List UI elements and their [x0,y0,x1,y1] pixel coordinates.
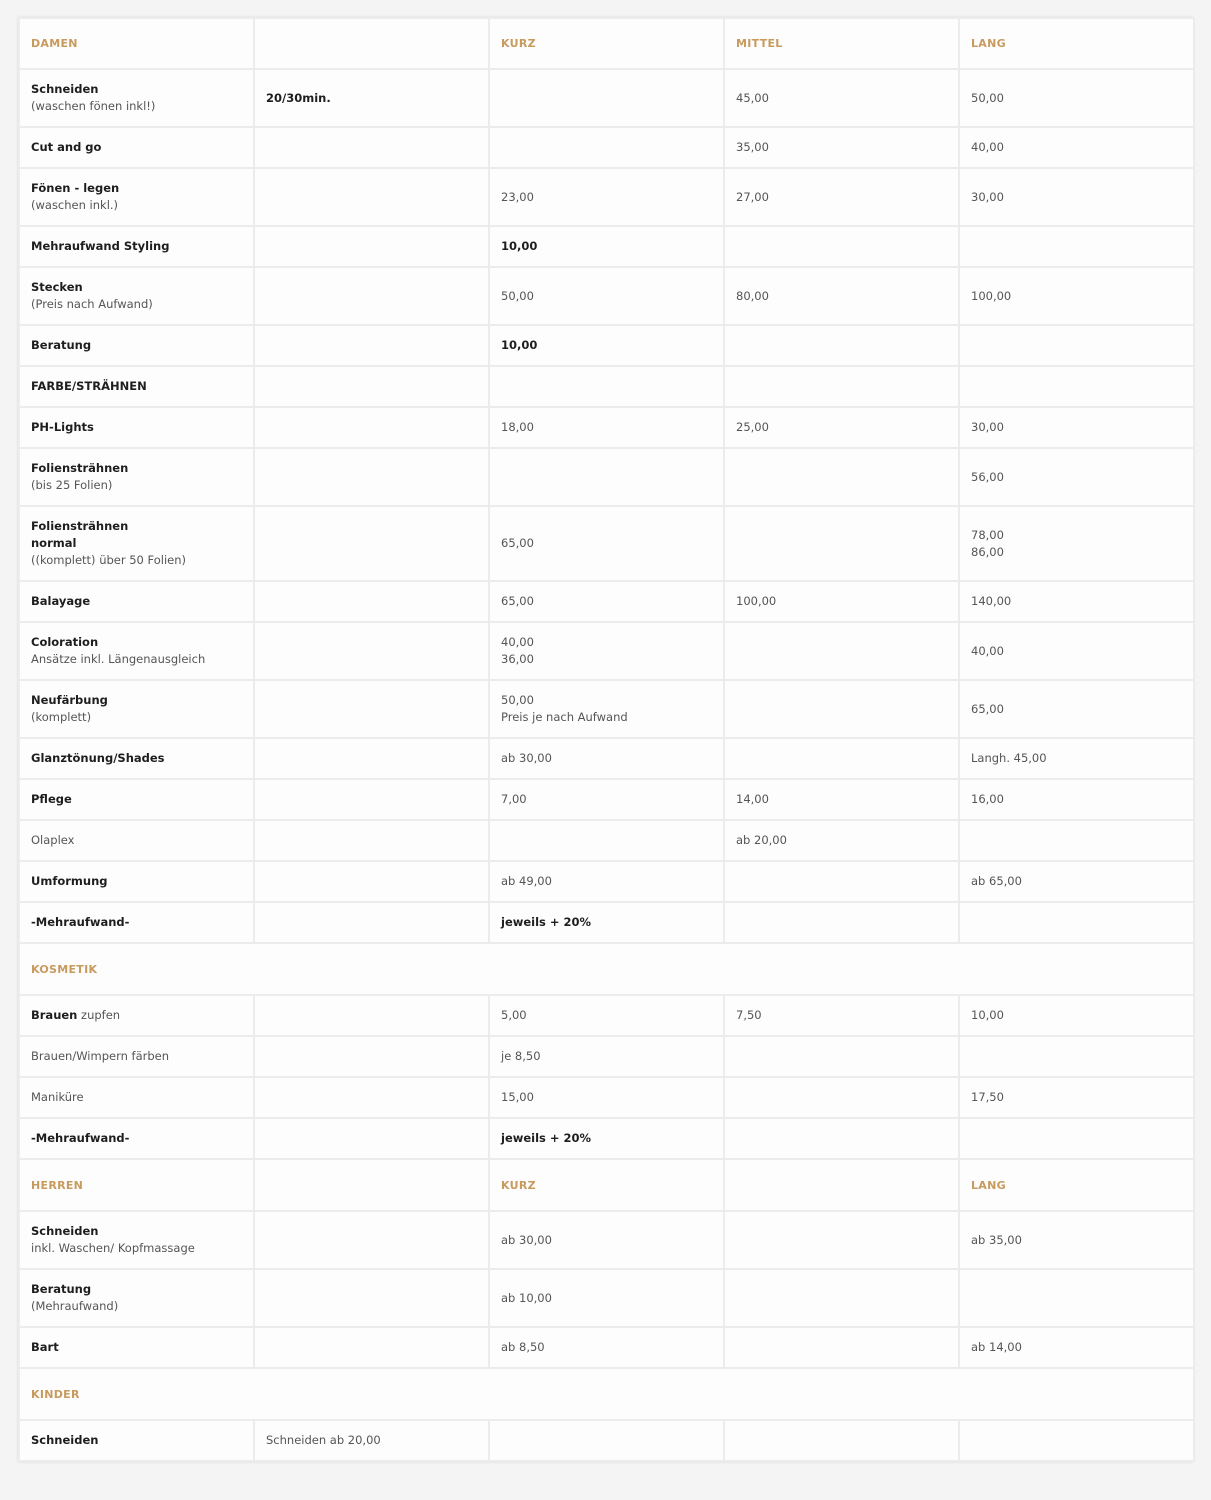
price-mittel [724,680,959,738]
price-lang: 56,00 [959,448,1194,506]
price-lang: 140,00 [959,581,1194,622]
price-kurz-cell [489,680,724,738]
price-lang [959,226,1194,267]
price-lang: 50,00 [959,69,1194,127]
service-name-cell [19,622,254,680]
empty-cell [254,407,489,448]
price-mittel: 7,50 [724,995,959,1036]
price-table [18,17,1195,1462]
price-lang: 10,00 [959,995,1194,1036]
empty-cell [254,1269,489,1327]
price-mittel [724,1327,959,1368]
column-header-kurz: KURZ [489,18,724,69]
empty-cell [254,226,489,267]
price-lang: 65,00 [959,680,1194,738]
price-kurz: 23,00 [489,168,724,226]
price-mittel [724,1211,959,1269]
price-lang: 40,00 [959,622,1194,680]
price-lang [959,820,1194,861]
price-lang: ab 65,00 [959,861,1194,902]
price-kurz: 50,00 [489,267,724,325]
empty-cell [254,680,489,738]
section-title-damen: DAMEN [19,18,254,69]
column-header-kurz: KURZ [489,1159,724,1211]
table-row [19,1118,1194,1159]
table-row [19,127,1194,168]
price-lang: ab 35,00 [959,1211,1194,1269]
price-mittel: 14,00 [724,779,959,820]
empty-cell [254,581,489,622]
price-kurz: ab 30,00 [489,738,724,779]
price-mittel: 45,00 [724,69,959,127]
service-name: Neufärbung [31,693,108,707]
price-lang [959,902,1194,943]
table-row [19,69,1194,127]
table-row [19,861,1194,902]
empty-cell [254,1118,489,1159]
price-mittel [724,1118,959,1159]
price-mittel [724,1269,959,1327]
service-note: (bis 25 Folien) [31,478,113,492]
empty-cell [724,1159,959,1211]
column-header-lang: LANG [959,1159,1194,1211]
price-mittel: ab 20,00 [724,820,959,861]
empty-cell [254,168,489,226]
table-row [19,366,1194,407]
price-kurz: 18,00 [489,407,724,448]
table-row [19,1036,1194,1077]
table-row [19,622,1194,680]
price-lang [959,1036,1194,1077]
price-mittel [724,738,959,779]
table-row [19,779,1194,820]
empty-cell [254,1211,489,1269]
service-note: (waschen fönen inkl!) [31,99,156,113]
empty-cell [724,1420,959,1461]
table-row [19,1269,1194,1327]
service-name: Glanztönung/Shades [19,738,254,779]
service-name: Beratung [19,325,254,366]
price-list-container [18,17,1193,1462]
service-name: Olaplex [19,820,254,861]
service-name-line2: normal [31,536,77,550]
price-kurz: je 8,50 [489,1036,724,1077]
service-note: ((komplett) über 50 Folien) [31,553,187,567]
service-name: -Mehraufwand- [19,902,254,943]
empty-cell [254,366,489,407]
service-name: Foliensträhnen [31,519,129,533]
empty-cell [489,366,724,407]
service-name-rest: zupfen [77,1008,121,1022]
service-name-cell [19,448,254,506]
empty-cell [254,1159,489,1211]
table-row [19,995,1194,1036]
price-kurz: 5,00 [489,995,724,1036]
empty-cell [254,1327,489,1368]
duration-cell: 20/30min. [254,69,489,127]
section-title-kinder: KINDER [19,1368,1194,1420]
price-mittel: 80,00 [724,267,959,325]
table-row [19,1327,1194,1368]
empty-cell [254,861,489,902]
empty-cell [489,1420,724,1461]
price-mittel: 27,00 [724,168,959,226]
service-note: inkl. Waschen/ Kopfmassage [31,1241,195,1255]
table-row [19,581,1194,622]
herren-header-row [19,1159,1194,1211]
service-name: Stecken [31,280,83,294]
empty-cell [254,820,489,861]
price-mittel: 35,00 [724,127,959,168]
table-row [19,267,1194,325]
service-name: Cut and go [19,127,254,168]
table-row [19,1420,1194,1461]
table-row [19,407,1194,448]
section-title-kosmetik: KOSMETIK [19,943,1194,995]
price-kurz-cell [489,622,724,680]
service-name: Balayage [19,581,254,622]
empty-cell [254,738,489,779]
table-row [19,168,1194,226]
service-name: -Mehraufwand- [19,1118,254,1159]
empty-cell [254,995,489,1036]
section-title-herren: HERREN [19,1159,254,1211]
price-lang: 16,00 [959,779,1194,820]
column-header-mittel: MITTEL [724,18,959,69]
price-kurz: 15,00 [489,1077,724,1118]
service-note: Ansätze inkl. Längenausgleich [31,652,206,666]
price-kurz: 7,00 [489,779,724,820]
empty-cell [254,448,489,506]
empty-cell [254,127,489,168]
service-name-cell [19,506,254,581]
price-kurz [489,69,724,127]
empty-cell [254,267,489,325]
price-kurz: ab 8,50 [489,1327,724,1368]
price-kurz: 65,00 [489,581,724,622]
price-kurz: ab 30,00 [489,1211,724,1269]
price-lang [959,1118,1194,1159]
service-name: Pflege [19,779,254,820]
price-kurz: 10,00 [489,226,724,267]
service-name: Beratung [31,1282,92,1296]
price-mittel [724,902,959,943]
service-note: (komplett) [31,710,92,724]
price-kurz: 40,00 [501,635,534,649]
price-lang: 30,00 [959,407,1194,448]
service-name: Foliensträhnen [31,461,129,475]
subsection-title-farbe: FARBE/STRÄHNEN [19,366,254,407]
price-lang: 30,00 [959,168,1194,226]
empty-cell [254,506,489,581]
price-mittel [724,448,959,506]
price-lang: Langh. 45,00 [959,738,1194,779]
empty-cell [724,366,959,407]
service-name-cell [19,168,254,226]
price-lang [959,1269,1194,1327]
price-kurz [489,820,724,861]
table-row [19,506,1194,581]
price-kurz [489,127,724,168]
table-row [19,1077,1194,1118]
empty-cell [254,779,489,820]
price-kurz-alt: 36,00 [501,652,534,666]
price-mittel [724,325,959,366]
price-lang: 40,00 [959,127,1194,168]
table-row [19,680,1194,738]
service-name-cell [19,69,254,127]
price-lang-alt: 86,00 [971,544,1004,559]
price-kurz: jeweils + 20% [489,902,724,943]
price-lang: ab 14,00 [959,1327,1194,1368]
empty-cell [254,902,489,943]
empty-cell [254,622,489,680]
empty-cell [959,1420,1194,1461]
service-name: Umformung [19,861,254,902]
price-mittel: 100,00 [724,581,959,622]
service-name: Maniküre [19,1077,254,1118]
service-note: (Mehraufwand) [31,1299,119,1313]
service-name-cell [19,1211,254,1269]
kinder-header-row [19,1368,1194,1420]
empty-cell [254,1077,489,1118]
service-name: Brauen/Wimpern färben [19,1036,254,1077]
price-mittel [724,622,959,680]
table-row [19,1211,1194,1269]
service-name: Brauen [31,1008,78,1022]
service-name-cell [19,995,254,1036]
kosmetik-header-row [19,943,1194,995]
price-kurz: 10,00 [489,325,724,366]
price-mittel [724,506,959,581]
service-name: Coloration [31,635,99,649]
price-kurz: 50,00 [501,693,534,707]
empty-cell [254,325,489,366]
service-name-cell [19,680,254,738]
price-kurz [489,448,724,506]
table-row [19,325,1194,366]
service-name: Schneiden [31,82,99,96]
price-mittel [724,861,959,902]
price-lang: 17,50 [959,1077,1194,1118]
price-note: Schneiden ab 20,00 [254,1420,489,1461]
service-name: Bart [19,1327,254,1368]
service-name: Schneiden [31,1224,99,1238]
price-lang: 78,00 [971,527,1004,542]
column-header-lang: LANG [959,18,1194,69]
service-note: (Preis nach Aufwand) [31,297,153,311]
table-row [19,226,1194,267]
empty-cell [254,18,489,69]
price-mittel: 25,00 [724,407,959,448]
table-row [19,820,1194,861]
price-kurz: jeweils + 20% [489,1118,724,1159]
price-lang: 100,00 [959,267,1194,325]
service-name: Fönen - legen [31,181,120,195]
price-mittel [724,1036,959,1077]
price-kurz: 65,00 [489,506,724,581]
price-mittel [724,226,959,267]
price-mittel [724,1077,959,1118]
service-name: Mehraufwand Styling [19,226,254,267]
empty-cell [254,1036,489,1077]
service-name: PH-Lights [19,407,254,448]
table-row [19,738,1194,779]
service-name-cell [19,267,254,325]
damen-header-row [19,18,1194,69]
empty-cell [959,366,1194,407]
table-row [19,448,1194,506]
price-kurz-note: Preis je nach Aufwand [501,710,628,724]
service-note: (waschen inkl.) [31,198,119,212]
service-name: Schneiden [19,1420,254,1461]
price-lang-cell [959,506,1194,581]
price-lang [959,325,1194,366]
table-row [19,902,1194,943]
price-kurz: ab 49,00 [489,861,724,902]
service-name-cell [19,1269,254,1327]
price-kurz: ab 10,00 [489,1269,724,1327]
